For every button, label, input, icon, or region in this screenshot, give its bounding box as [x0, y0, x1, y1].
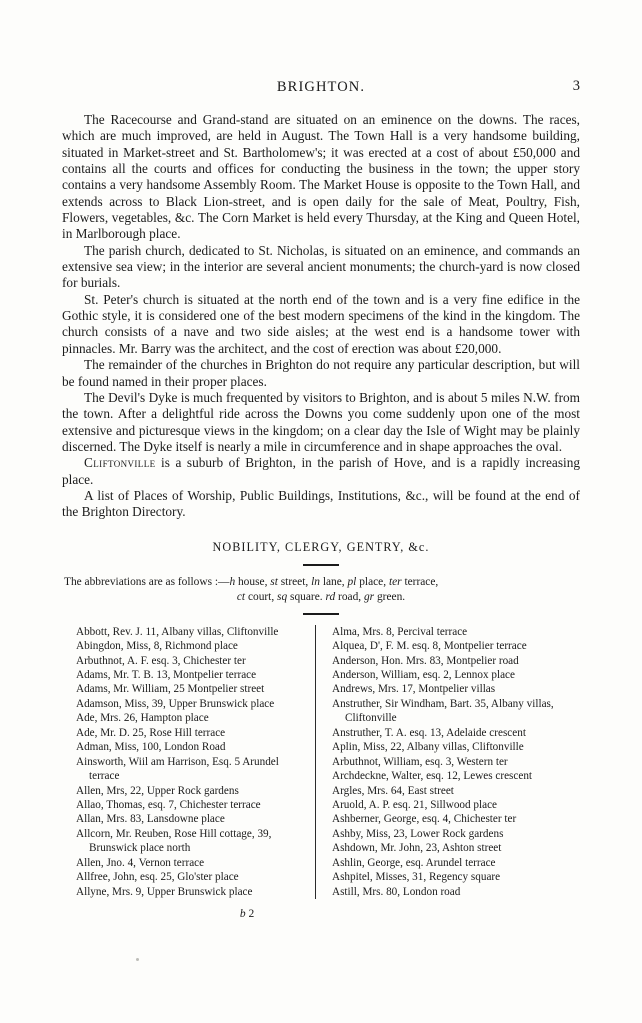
running-head [62, 78, 580, 98]
directory-entry: Allan, Mrs. 83, Lansdowne place [76, 813, 225, 826]
directory-entry: Allyne, Mrs. 9, Upper Brunswick place [76, 885, 253, 898]
abbreviation-expansion: road, [335, 590, 364, 603]
directory-entry: Archdeckne, Walter, esq. 12, Lewes crescent [332, 770, 533, 783]
directory-column-left [76, 625, 311, 900]
cliftonville-smallcaps: Cliftonville [84, 455, 156, 471]
abbreviation-symbol: rd [325, 590, 336, 603]
paragraph-cliftonville [62, 455, 580, 488]
paragraph-racecourse: The Racecourse and Grand-stand are situated on an eminence on the downs. The races, which are much improved, are held in August. The Town Hall is a very handsome building, situated in Market-street and St. Bartholomew's; it was erected at a cost of about £50,000 and contains all the courts and offices for conducting the business in the town; the upper story contains a very handsome Assembly Room. The Market House is opposite to the Town Hall, and extends across to Black Lion-street, and is open daily for the sale of Meat, Poultry, Fish, Flowers, vegetables, &c. The Corn Market is held every Thursday, at the King and Queen Hotel, in Marlborough place. [62, 112, 580, 242]
directory-entry: Aplin, Miss, 22, Albany villas, Cliftonville [332, 741, 524, 754]
directory-entry: Anderson, Hon. Mrs. 83, Montpelier road [332, 654, 519, 667]
directory-entry: Anstruther, Sir Windham, Bart. 35, Albany villas, Cliftonville [332, 697, 554, 725]
abbreviation-symbol: ter [388, 575, 402, 588]
signature-mark-letter: b [239, 908, 246, 921]
abbreviation-symbol: h [229, 575, 236, 588]
abbreviation-expansion: square. [287, 590, 326, 603]
directory-column-right [316, 625, 567, 900]
scan-speck [136, 958, 139, 961]
directory-entry: Allao, Thomas, esq. 7, Chichester terrace [76, 799, 261, 812]
abbreviation-expansion: house, [235, 575, 271, 588]
page-number: 3 [572, 78, 580, 94]
abbreviation-symbol: gr [363, 590, 375, 603]
paragraph-devils-dyke: The Devil's Dyke is much frequented by visitors to Brighton, and is about 5 miles N.W. from the town. After a delightful ride across the Downs you come suddenly upon one of the most extensive and picturesque views in the kingdom; on a clear day the Isle of Wight may be plainly discerned. The Dyke itself is nearly a mile in circumference and in shape approaches the oval. [62, 389, 580, 454]
divider-rule-top [303, 564, 339, 566]
directory-entry: Ainsworth, Wiil am Harrison, Esq. 5 Arundel terrace [76, 755, 279, 783]
directory-entry: Ade, Mrs. 26, Hampton place [76, 712, 209, 725]
divider-rule-bottom [303, 613, 339, 615]
directory-entry: Adams, Mr. T. B. 13, Montpelier terrace [76, 668, 257, 681]
directory-entry: Allfree, John, esq. 25, Glo'ster place [76, 871, 239, 884]
paragraph-places-of-worship: A list of Places of Worship, Public Buildings, Institutions, &c., will be found at the end of the Brighton Directory. [62, 487, 580, 520]
directory-entry: Ashlin, George, esq. Arundel terrace [332, 856, 496, 869]
abbreviations-line-one [229, 576, 438, 588]
abbreviation-expansion: street, [277, 575, 312, 588]
abbreviations-lead: The abbreviations are as follows :— [64, 575, 230, 588]
directory-entry: Alma, Mrs. 8, Percival terrace [332, 625, 468, 638]
directory-entry: Alquea, D', F. M. esq. 8, Montpelier terrace [332, 640, 527, 653]
running-head-title: BRIGHTON. [276, 79, 366, 95]
directory-entry: Astill, Mrs. 80, London road [332, 885, 461, 898]
section-heading: NOBILITY, CLERGY, GENTRY, &c. [212, 539, 430, 554]
abbreviation-expansion: court, [245, 590, 278, 603]
cliftonville-text: is a suburb of Brighton, in the parish of Hove, and is a rapidly increasing place. [62, 455, 580, 487]
abbreviation-expansion: place, [356, 575, 389, 588]
directory-entry: Ashpitel, Misses, 31, Regency square [332, 871, 501, 884]
paragraph-st-peters: St. Peter's church is situated at the north end of the town and is a very fine edifice in the Gothic style, it is considered one of the best modern specimens of the kind in the kingdom. The church consists of a nave and two side aisles; at the west end is a handsome tower with pinnacles. Mr. Barry was the architect, and the cost of erection was about £20,000. [62, 291, 580, 356]
directory-entry: Ade, Mr. D. 25, Rose Hill terrace [76, 726, 226, 739]
directory-entry: Anstruther, T. A. esq. 13, Adelaide crescent [332, 726, 526, 739]
abbreviation-symbol: ln [311, 575, 320, 588]
directory-entry: Aruold, A. P. esq. 21, Sillwood place [332, 799, 498, 812]
directory-entry: Adman, Miss, 100, London Road [76, 741, 226, 754]
directory-entry: Ashdown, Mr. John, 23, Ashton street [332, 842, 502, 855]
abbreviation-symbol: st [270, 575, 278, 588]
directory-entry: Adamson, Miss, 39, Upper Brunswick place [76, 697, 275, 710]
directory-entry: Abingdon, Miss, 8, Richmond place [76, 640, 238, 653]
directory-entry: Arbuthnot, William, esq. 3, Western ter [332, 755, 508, 768]
signature-mark [62, 908, 580, 920]
abbreviations-note [64, 575, 578, 605]
directory-entry: Anderson, William, esq. 2, Lennox place [332, 668, 515, 681]
directory-entry: Allcorn, Mr. Reuben, Rose Hill cottage, 39, Brunswick place north [76, 827, 272, 855]
abbreviation-symbol: pl [347, 575, 357, 588]
directory-listing [62, 625, 580, 900]
prose-body [62, 112, 580, 521]
directory-entry: Allen, Jno. 4, Vernon terrace [76, 856, 205, 869]
abbreviations-line-two [64, 590, 578, 605]
directory-entry: Ashberner, George, esq. 4, Chichester ter [332, 813, 517, 826]
signature-mark-number: 2 [248, 908, 255, 921]
abbreviation-symbol: ct [236, 590, 246, 603]
directory-entry: Adams, Mr. William, 25 Montpelier street [76, 683, 265, 696]
abbreviation-symbol: sq [277, 590, 288, 603]
abbreviation-expansion: terrace, [401, 575, 439, 588]
page-content [62, 0, 580, 1023]
directory-entry: Argles, Mrs. 64, East street [332, 784, 454, 797]
directory-entry: Arbuthnot, A. F. esq. 3, Chichester ter [76, 654, 246, 667]
abbreviation-expansion: lane, [319, 575, 348, 588]
directory-entry: Andrews, Mrs. 17, Montpelier villas [332, 683, 496, 696]
directory-entry: Ashby, Miss, 23, Lower Rock gardens [332, 827, 504, 840]
directory-entry: Allen, Mrs, 22, Upper Rock gardens [76, 784, 239, 797]
paragraph-remainder-churches: The remainder of the churches in Brighton do not require any particular description, but will be found named in their proper places. [62, 357, 580, 389]
abbreviation-expansion: green. [374, 590, 406, 603]
directory-entry: Abbott, Rev. J. 11, Albany villas, Cliftonville [76, 625, 279, 638]
paragraph-parish-church: The parish church, dedicated to St. Nicholas, is situated on an eminence, and commands an extensive sea view; in the interior are several ancient monuments; the church-yard is now closed for burials. [62, 242, 580, 291]
